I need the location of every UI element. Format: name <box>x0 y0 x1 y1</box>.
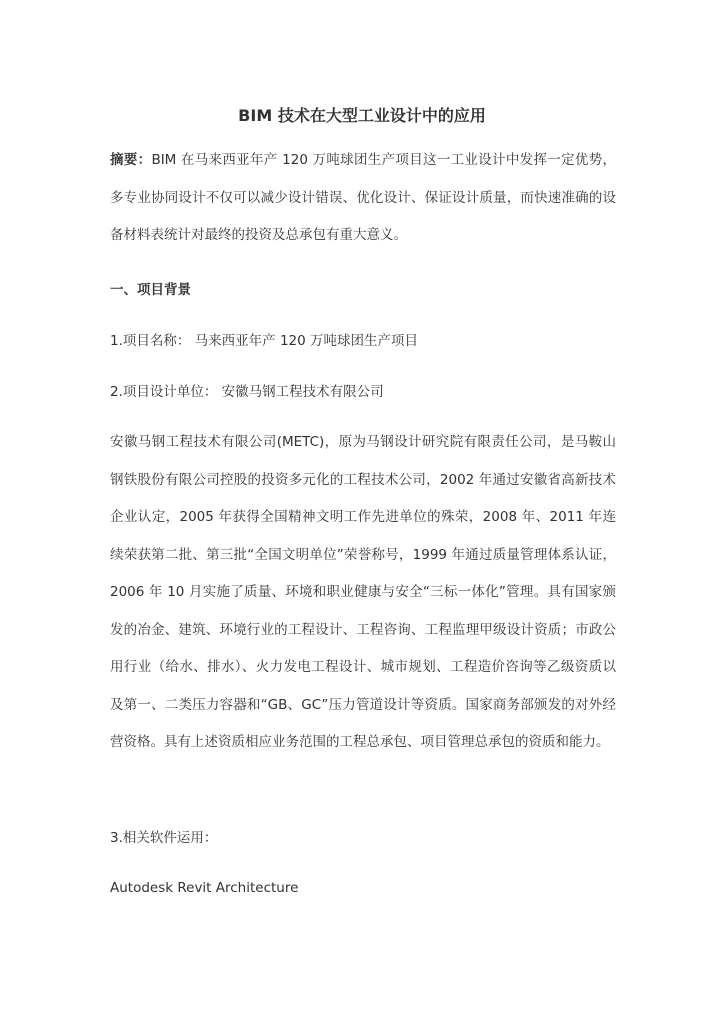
document-title: BIM 技术在大型工业设计中的应用 <box>238 106 486 125</box>
design-unit-item: 2.项目设计单位： 安徽马钢工程技术有限公司 <box>110 384 384 400</box>
abstract-text: BIM 在马来西亚年产 120 万吨球团生产项目这一工业设计中发挥一定优势，多专业协同设计不仅可以减少设计错误、优化设计、保证设计质量，而快速准确的设备材料表统计对最终的投资及总承包有重大意义。 <box>110 152 617 243</box>
project-name-item: 1.项目名称： 马来西亚年产 120 万吨球团生产项目 <box>110 333 419 349</box>
abstract-label: 摘要： <box>110 152 152 168</box>
software-name: Autodesk Revit Architecture <box>110 880 299 896</box>
abstract-paragraph <box>110 142 616 255</box>
section-heading-project-background: 一、项目背景 <box>110 282 191 298</box>
software-usage-item: 3.相关软件运用： <box>110 830 218 846</box>
company-description-paragraph: 安徽马钢工程技术有限公司(METC)，原为马钢设计研究院有限责任公司，是马鞍山钢铁股份有限公司控股的投资多元化的工程技术公司，2002 年通过安徽省高新技术企业认定，2005 年获得全国精神文明工作先进单位的殊荣，2008 年、2011 年连续荣获第二批、第三批“全国文明单位”荣誉称号，1999 年通过质量管理体系认证，2006 年 10 月实施了质量、环境和职业健康与安全“三标一体化”管理。具有国家颁发的冶金、建筑、环境行业的工程设计、工程咨询、工程监理甲级设计资质；市政公用行业（给水、排水）、火力发电工程设计、城市规划、工程造价咨询等乙级资质以及第一、二类压力容器和“GB、GC”压力管道设计等资质。国家商务部颁发的对外经营资格。具有上述资质相应业务范围的工程总承包、项目管理总承包的资质和能力。 <box>110 434 616 750</box>
